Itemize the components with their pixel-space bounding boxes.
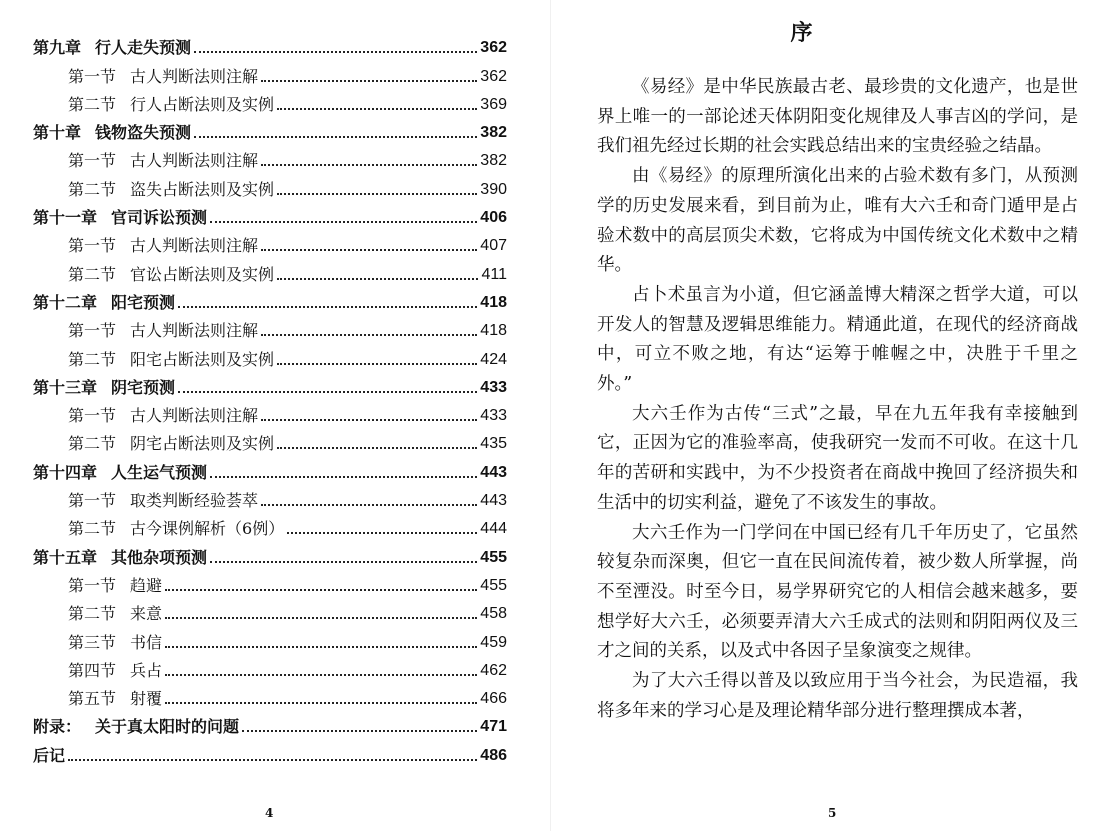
toc-leader-dots	[277, 192, 477, 195]
toc-page-number: 369	[480, 95, 507, 113]
toc-leader-dots	[165, 701, 477, 704]
toc-leader-dots	[194, 50, 477, 53]
toc-entry-number: 第四节	[68, 660, 117, 680]
table-of-contents	[33, 28, 507, 764]
toc-entry-number: 第九章	[33, 38, 82, 58]
toc-leader-dots	[210, 475, 477, 478]
toc-entry-number: 第一节	[68, 236, 117, 256]
toc-leader-dots	[165, 616, 477, 619]
toc-page-number: 486	[480, 746, 507, 764]
toc-leader-dots	[165, 588, 477, 591]
preface-paragraph: 为了大六壬得以普及以致应用于当今社会，为民造福，我将多年来的学习心是及理论精华部分进行整理撰成本著，	[597, 671, 1078, 721]
toc-entry-number: 第二节	[68, 434, 117, 454]
toc-entry-number: 第一节	[68, 151, 117, 171]
toc-section-row	[33, 566, 507, 594]
toc-chapter-row	[33, 452, 507, 480]
toc-entry-number: 第一节	[68, 406, 117, 426]
toc-leader-dots	[277, 277, 478, 280]
toc-section-row	[33, 339, 507, 367]
toc-leader-dots	[165, 645, 477, 648]
toc-leader-dots	[210, 560, 477, 563]
preface-paragraph: 大六壬作为古传“三式”之最，早在九五年我有幸接触到它，正因为它的准验率高，使我研究一发而不可收。在这十几年的苦研和实践中，为不少投资者在商战中挽回了经济损失和生活中的切实利益，避免了不该发生的事故。	[597, 403, 1078, 513]
toc-leader-dots	[287, 531, 477, 534]
preface-paragraph: 占卜术虽言为小道，但它涵盖博大精深之哲学大道，可以开发人的智慧及逻辑思维能力。精通此道，在现代的经济商战中，可立不败之地，有达“运筹于帷幄之中，决胜于千里之外。”	[597, 284, 1078, 395]
toc-section-row	[33, 481, 507, 509]
toc-chapter-row	[33, 368, 507, 396]
toc-page-number: 471	[480, 718, 507, 736]
toc-entry-title: 阳宅占断法则及实例	[130, 349, 275, 369]
toc-entry-title: 其他杂项预测	[111, 547, 208, 567]
toc-entry-title: 趋避	[130, 575, 163, 595]
toc-chapter-row	[33, 113, 507, 141]
toc-entry-number: 第一节	[68, 575, 117, 595]
toc-entry-number: 第一节	[68, 321, 117, 341]
toc-section-row	[33, 622, 507, 650]
toc-entry-title: 古人判断法则注解	[130, 406, 259, 426]
toc-entry-number: 第二节	[68, 264, 117, 284]
toc-entry-title: 古今课例解析（6例）	[130, 519, 285, 539]
toc-entry-title: 兵占	[130, 660, 163, 680]
toc-entry-number: 第十三章	[33, 377, 98, 397]
toc-leader-dots	[261, 248, 477, 251]
toc-page-number: 455	[480, 576, 507, 594]
toc-entry-number: 第二节	[68, 519, 117, 539]
toc-section-row	[33, 85, 507, 113]
toc-page-number: 382	[480, 124, 507, 142]
toc-entry-title: 书信	[130, 632, 163, 652]
toc-page-number: 362	[480, 39, 507, 57]
toc-page-number: 433	[480, 378, 507, 396]
toc-page-number: 406	[480, 209, 507, 227]
toc-leader-dots	[261, 418, 477, 421]
toc-page-number: 459	[480, 633, 507, 651]
toc-page-number: 382	[480, 152, 507, 170]
preface-paragraph: 大六壬作为一门学问在中国已经有几千年历史了，它虽然较复杂而深奥，但它一直在民间流传着，被少数人所掌握，尚不至湮没。时至今日，易学界研究它的人相信会越来越多，要想学好大六壬，必须要弄清大六壬成式的法则和阴阳两仪及三才之间的关系，以及式中各因子呈象演变之规律。	[597, 522, 1078, 662]
page-number-left: 4	[265, 806, 274, 820]
toc-leader-dots	[165, 673, 477, 676]
toc-section-row	[33, 651, 507, 679]
toc-leader-dots	[242, 729, 477, 732]
toc-entry-title: 钱物盗失预测	[95, 123, 192, 143]
toc-section-row	[33, 396, 507, 424]
toc-leader-dots	[277, 107, 477, 110]
toc-entry-number: 第二节	[68, 604, 117, 624]
toc-entry-title: 射覆	[130, 689, 163, 709]
toc-entry-title: 古人判断法则注解	[130, 66, 259, 86]
toc-entry-title: 取类判断经验荟萃	[130, 491, 259, 511]
toc-entry-title: 阴宅预测	[111, 377, 176, 397]
toc-leader-dots	[261, 333, 477, 336]
toc-chapter-row	[33, 28, 507, 56]
toc-section-row	[33, 226, 507, 254]
toc-entry-number: 第十五章	[33, 547, 98, 567]
toc-section-row	[33, 169, 507, 197]
toc-entry-title: 古人判断法则注解	[130, 236, 259, 256]
toc-leader-dots	[210, 220, 477, 223]
toc-page-number: 458	[480, 605, 507, 623]
right-page	[551, 0, 1102, 831]
toc-page-number: 435	[480, 435, 507, 453]
toc-leader-dots	[178, 390, 477, 393]
toc-page-number: 444	[480, 520, 507, 538]
toc-leader-dots	[194, 135, 477, 138]
toc-entry-title: 关于真太阳时的问题	[95, 717, 240, 737]
toc-entry-number: 第三节	[68, 632, 117, 652]
toc-section-row	[33, 56, 507, 84]
toc-page-number: 411	[481, 265, 507, 283]
toc-entry-title: 古人判断法则注解	[130, 151, 259, 171]
toc-section-row	[33, 141, 507, 169]
toc-leader-dots	[261, 79, 477, 82]
toc-section-row	[33, 254, 507, 282]
toc-page-number: 418	[480, 322, 507, 340]
toc-entry-title: 官司诉讼预测	[111, 208, 208, 228]
toc-entry-number: 第一节	[68, 491, 117, 511]
toc-page-number: 443	[480, 463, 507, 481]
toc-leader-dots	[68, 758, 477, 761]
toc-section-row	[33, 424, 507, 452]
toc-chapter-row	[33, 537, 507, 565]
toc-entry-number: 第二节	[68, 94, 117, 114]
toc-entry-title: 阳宅预测	[111, 292, 176, 312]
preface-paragraph: 由《易经》的原理所演化出来的占验术数有多门，从预测学的历史发展来看，到目前为止，唯有大六壬和奇门遁甲是占验术数中的高层顶尖术数，它将成为中国传统文化术数中之精华。	[597, 166, 1078, 276]
toc-page-number: 462	[480, 661, 507, 679]
toc-entry-number: 第二节	[68, 349, 117, 369]
toc-page-number: 443	[480, 492, 507, 510]
toc-entry-title: 行人占断法则及实例	[130, 94, 275, 114]
toc-chapter-row	[33, 198, 507, 226]
toc-section-row	[33, 509, 507, 537]
toc-leader-dots	[178, 305, 477, 308]
toc-leader-dots	[261, 163, 477, 166]
toc-page-number: 407	[480, 237, 507, 255]
toc-entry-number: 后记	[33, 745, 66, 765]
toc-entry-title: 阴宅占断法则及实例	[130, 434, 275, 454]
toc-page-number: 455	[480, 548, 507, 566]
toc-page-number: 433	[480, 407, 507, 425]
toc-entry-title: 盗失占断法则及实例	[130, 179, 275, 199]
toc-entry-title: 人生运气预测	[111, 462, 208, 482]
toc-entry-number: 第二节	[68, 179, 117, 199]
preface-body	[597, 73, 1078, 726]
toc-entry-number: 第十章	[33, 123, 82, 143]
toc-entry-title: 行人走失预测	[95, 38, 192, 58]
toc-chapter-row	[33, 707, 507, 735]
toc-leader-dots	[277, 362, 477, 365]
toc-page-number: 424	[480, 350, 507, 368]
toc-entry-title: 官讼占断法则及实例	[130, 264, 275, 284]
toc-entry-number: 第五节	[68, 689, 117, 709]
preface-paragraph: 《易经》是中华民族最古老、最珍贵的文化遗产，也是世界上唯一的一部论述天体阴阳变化规律及人事吉凶的学问，是我们祖先经过长期的社会实践总结出来的宝贵经验之结晶。	[597, 77, 1078, 157]
toc-entry-title: 来意	[130, 604, 163, 624]
toc-section-row	[33, 679, 507, 707]
toc-entry-title: 古人判断法则注解	[130, 321, 259, 341]
toc-entry-number: 第十一章	[33, 208, 98, 228]
toc-leader-dots	[277, 446, 477, 449]
toc-page-number: 390	[480, 180, 507, 198]
toc-leader-dots	[261, 503, 477, 506]
toc-page-number: 466	[480, 690, 507, 708]
toc-entry-number: 附录：	[33, 717, 82, 737]
toc-entry-number: 第一节	[68, 66, 117, 86]
toc-entry-number: 第十四章	[33, 462, 98, 482]
toc-section-row	[33, 594, 507, 622]
page-number-right: 5	[828, 806, 837, 820]
toc-page-number: 362	[480, 67, 507, 85]
toc-section-row	[33, 311, 507, 339]
preface-title: 序	[790, 20, 813, 46]
toc-page-number: 418	[480, 293, 507, 311]
toc-chapter-row	[33, 283, 507, 311]
toc-entry-number: 第十二章	[33, 292, 98, 312]
toc-chapter-row	[33, 735, 507, 763]
